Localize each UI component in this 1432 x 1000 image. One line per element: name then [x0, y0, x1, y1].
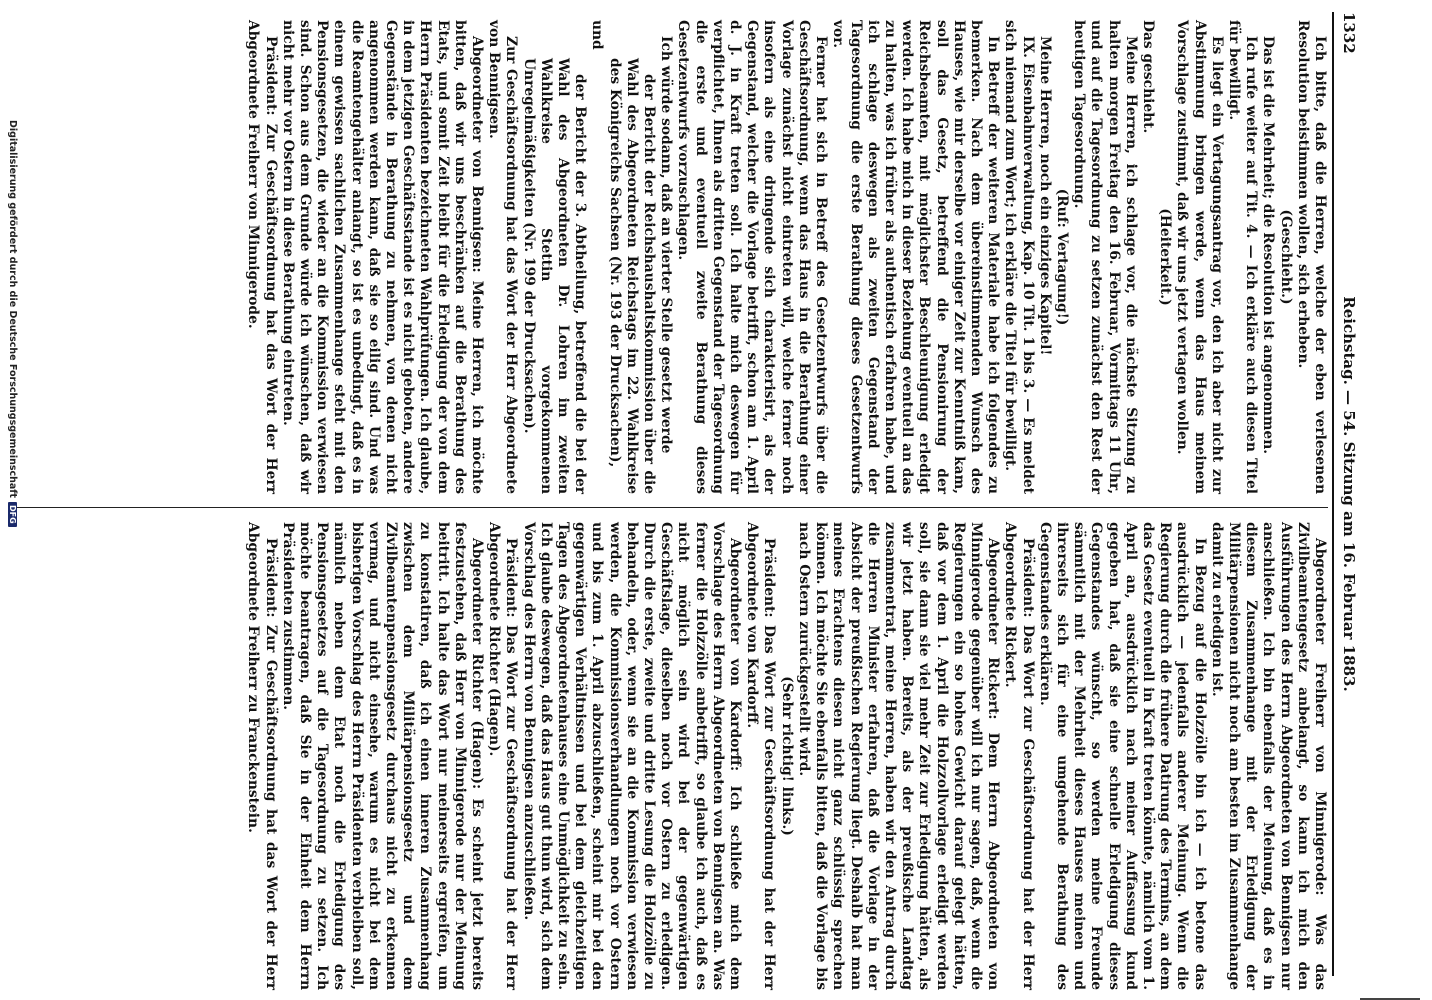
paragraph: Meine Herren, ich schlage vor, die nächste Sitzung zu halten morgen Freitag den 16. Februar, Vormittags 11 Uhr, und auf die Tagesordnung zu setzen zunächst den Rest der heutigen Tagesordnung.: [1071, 20, 1139, 494]
dfg-logo: DFG: [8, 502, 17, 527]
paragraph: Abgeordneter Richter (Hagen): Es scheint jetzt bereits festzustehen, daß Herr von Minnigerode nur der Meinung beitritt. Ich halte das Wort nur meinerseits ergreifen, um zu konstatiren, daß ich einen inneren Zusammenhang zwischen dem Militärpensionsgesetz und dem Zivilbeamtenpensionsgesetz durchaus nicht zu erkennen vermag, und nicht einsehe, warum es nicht bei dem bisherigen Vorschlag des Herrn Präsidenten verbleiben soll, nämlich neben dem Etat noch die Erledigung des Pensionsgesetzes auf die Tagesordnung zu setzen. Ich möchte beantragen, daß Sie in der Einheit dem Herrn Präsidenten zustimmen.: [279, 522, 486, 990]
paragraph: Präsident: Das Wort zur Geschäftsordnung hat der Herr Abgeordnete Rickert.: [1002, 522, 1036, 990]
paragraph: Das geschieht.: [1139, 20, 1156, 134]
paragraph: Das ist die Mehrheit; die Resolution ist angenommen.: [1260, 36, 1277, 455]
paragraph: (Heiterkeit.): [1157, 208, 1174, 306]
digitization-credit: [7, 0, 18, 1000]
column-divider: [10, 507, 1328, 508]
paragraph: (Sehr richtig! links.): [778, 676, 795, 836]
page-header: [1332, 12, 1358, 976]
paragraph: (Geschieht.): [1277, 209, 1294, 305]
paragraph: (Ruf: Vertagung!): [1053, 188, 1070, 326]
paragraph: der Bericht der 3. Abtheilung, betreffend die bei der Wahl des Abgeordneten Dr. Lohren im zweiten Wahlkreise Stettin vorgekommenen Unregelmäßigkeiten (Nr. 199 der Drucksachen).: [520, 58, 589, 494]
paragraph: Abgeordneter Freiherr von Minnigerode: Was das Zivilbeamtengesetz anbelangt, so kann ich mich den Ausführungen des Herrn Abgeordneten von Bennigsen nur anschließen. Ich bin ebenfalls der Meinung, daß es in diesem Zusammenhange mit der Erledigung der Militärpensionen nicht noch am besten im Zusammenhange damit zu erledigen ist.: [1208, 522, 1328, 990]
paragraph: Präsident: Das Wort zur Geschäftsordnung hat der Herr Abgeordnete Richter (Hagen).: [486, 522, 520, 990]
page-title: Reichstag. — 54. Sitzung am 16. Februar 1883.: [1340, 296, 1358, 692]
paragraph: Präsident: Zur Geschäftsordnung hat das Wort der Herr Abgeordnete Freiherr von Minnigerode.: [245, 20, 279, 494]
paragraph: Zur Geschäftsordnung hat das Wort der Herr Abgeordnete von Bennigsen.: [486, 20, 520, 494]
paragraph: Präsident: Das Wort zur Geschäftsordnung hat der Herr Abgeordnete von Kardorff.: [744, 522, 778, 990]
paragraph: Es liegt ein Vertagungsantrag vor, den ich aber nicht zur Abstimmung bringen werde, wenn das Haus meinem Vorschlage zustimmt, daß wir uns jetzt vertagen wollen.: [1174, 20, 1225, 494]
left-column: [244, 20, 1328, 494]
paragraph: In Betreff der weiteren Materiale habe ich folgendes zu bemerken. Nach dem übereinstimmenden Wunsch des Hauses, wie mir derselbe vor einiger Zeit zur Kenntniß kam, soll das Gesetz, betreffend die Pensionirung der Reichsbeamten, mit möglichster Beschleunigung erledigt werden. Ich habe mich in dieser Beziehung eventuell an das zu halten, was ich früher als authentisch erfahren habe, und ich schlage deswegen als zweiten Gegenstand der Tagesordnung die erste Berathung dieses Gesetzentwurfs vor.: [830, 20, 1002, 494]
paragraph: Ferner hat sich in Betreff des Gesetzentwurfs über die Geschäftsordnung, wenn das Haus in die Berathung einer Vorlage zunächst nicht eintreten will, welche ferner noch insofern als eine dringende sich charakterisirt, als der Gegenstand, welcher die Vorlage betrifft, schon am 1. April d. J. in Kraft treten soll. Ich halte mich deswegen für verpflichtet, Ihnen als dritten Gegenstand der Tagesordnung die erste und eventuell zweite Berathung dieses Gesetzentwurfs vorzuschlagen.: [675, 20, 830, 494]
paragraph: Ich rufe weiter auf Tit. 4. — Ich erkläre auch diesen Titel für bewilligt.: [1225, 20, 1260, 494]
paragraph: und: [589, 20, 606, 50]
digitization-credit-text: Digitalisierung gefördert durch die Deutsche Forschungsgemeinschaft: [7, 120, 18, 498]
paragraph: In Bezug auf die Holzzölle bin ich — ich betone das ausdrücklich — jedenfalls anderer Meinung. Wenn die Regierung durch die frühere Datirung des Termins, an dem das Gesetz eventuell in Kraft treten könnte, nämlich vom 1. April an, ausdrücklich nach meiner Auffassung kund gegeben hat, daß sie eine schnelle Erledigung dieses Gegenstandes wünscht, so werden meine Freunde sämmtlich mit der Mehrheit dieses Hauses meinen und ihrerseits sich für eine umgehende Berathung des Gegenstandes erklären.: [1036, 522, 1208, 990]
paragraph: Ich würde sodann, daß an vierter Stelle gesetzt werde: [658, 36, 675, 454]
paragraph: Ich bitte, daß die Herren, welche der eben verlesenen Resolution beistimmen wollen, sich erheben.: [1294, 20, 1328, 494]
page-number: 1332: [1340, 12, 1358, 54]
paragraph: Abgeordneter von Kardorff: Ich schließe mich dem Vorschlage des Herrn Abgeordneten von Bennigsen an. Was ferner die Holzzölle anbetrifft, so glaube ich auch, daß es nicht möglich sein wird bei der gegenwärtigen Geschäftslage, dieselben noch vor Ostern zu erledigen. Durch die erste, zweite und dritte Lesung die Holzzölle zu behandeln, oder, wenn sie an die Kommission verwiesen werden, die Kommissionsverhandlungen noch vor Ostern und bis zum 1. April abzuschließen, scheint mir bei den gegenwärtigen Verhältnissen und bei dem gleichzeitigen Tagen des Abgeordnetenhauses eine Unmöglichkeit zu sein. Ich glaube deswegen, daß das Haus gut thun wird, sich dem Vorschlag des Herrn von Bennigsen anzuschließen.: [520, 522, 744, 990]
paragraph: Meine Herren, noch ein einziges Kapitel!: [1036, 36, 1053, 356]
paragraph: Abgeordneter Rickert: Dem Herrn Abgeordneten von Minnigerode gegenüber will ich nur sagen, daß, wenn die Regierungen ein so hohes Gewicht darauf gelegt hätten, daß vor dem 1. April die Holzzollvorlage erledigt werden soll, sie dann sie viel mehr Zeit zur Erledigung hätten, als wir jetzt haben. Bereits, als der preußische Landtag zusammentrat, meine Herren, haben wir den Antrag durch die Herren Minister erfahren, daß die Vorlage in der Absicht der preußischen Regierung liegt. Deshalb hat man meines Erachtens diesen nicht ganz schlüssig sprechen können. Ich möchte Sie ebenfalls bitten, daß die Vorlage bis nach Ostern zurückgestellt wird.: [795, 522, 1002, 990]
paragraph: der Bericht der Reichshaushaltskommission über die Wahl des Abgeordneten Reichstags im 22. Wahlkreise des Königreichs Sachsen (Nr. 193 der Drucksachen),: [606, 58, 658, 494]
paragraph: Abgeordneter von Bennigsen: Meine Herren, ich möchte bitten, daß wir uns beschränken auf die Berathung des Etats, und somit Zeit bleibt für die Erledigung der von dem Herrn Präsidenten bezeichneten Wahlprüfungen. Ich glaube, in dem jetzigen Geschäftsstande ist es nicht geboten, andere Gegenstände in Berathung zu nehmen, von denen nicht angenommen werden kann, daß sie so eilig sind. Und was die Reamtengehälter anlangt, so ist es unbedingt, daß es in einem gewissen sachlichen Zusammenhange steht mit den Pensionsgesetzen, die wieder an die Kommission verwiesen sind. Schon aus dem Grunde würde ich wünschen, daß wir nicht mehr vor Ostern in diese Berathung eintreten.: [279, 20, 486, 494]
header-rule: [1332, 12, 1334, 976]
right-column: [244, 522, 1328, 990]
paragraph: IX. Eisenbahnverwaltung, Kap. 10 Tit. 1 bis 3. — Es meldet sich niemand zum Wort; ich erkläre die Titel für bewilligt.: [1002, 20, 1036, 494]
paragraph: Präsident: Zur Geschäftsordnung hat das Wort der Herr Abgeordnete Freiherr zu Franckenstein.: [245, 522, 279, 990]
